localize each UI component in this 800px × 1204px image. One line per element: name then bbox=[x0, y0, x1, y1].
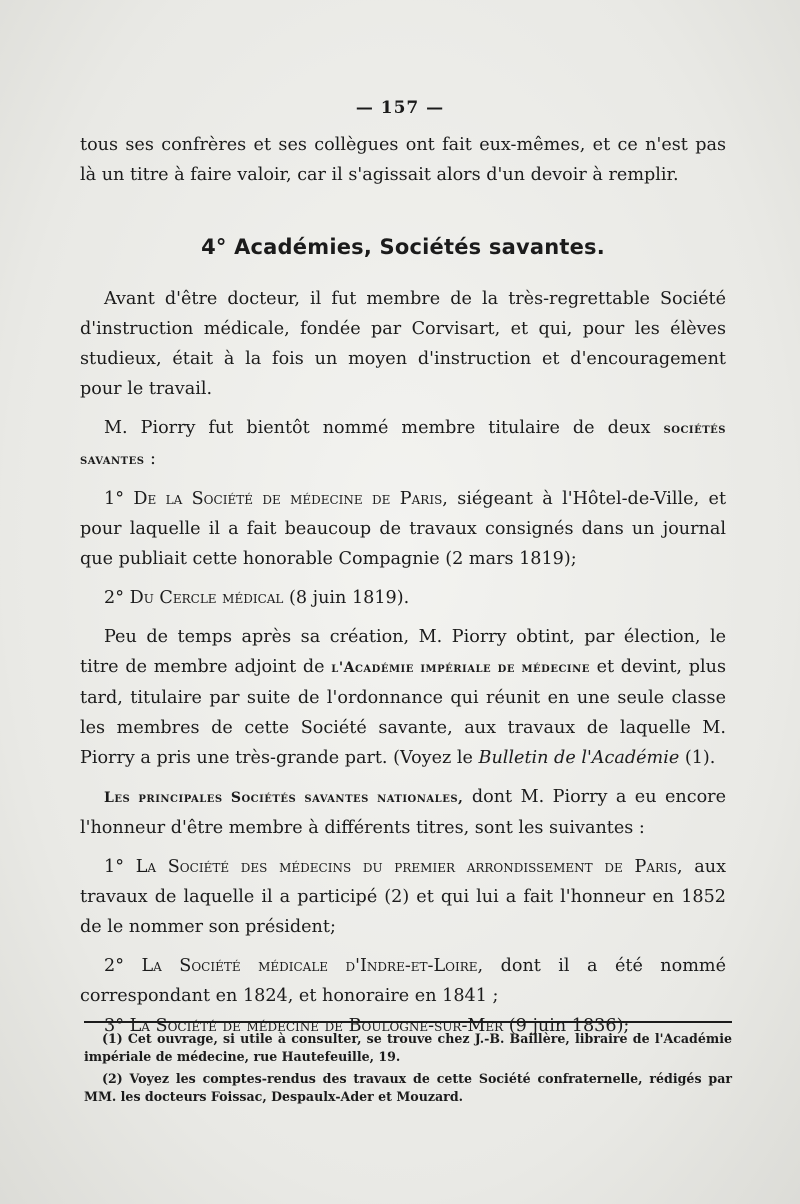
list-item-societe-medecine-paris bbox=[80, 484, 726, 574]
footnote-2: (2) Voyez les comptes-rendus des travaux de cette Société confraternelle, rédigés par MM. les docteurs Foissac, Despaulx-Ader et Mouzard. bbox=[84, 1071, 732, 1104]
footnote-rule bbox=[84, 1021, 732, 1023]
section-heading: 4° Académies, Sociétés savantes. bbox=[201, 235, 605, 259]
p4-text: dont M. Piorry a eu encore l'honneur d'être membre à différents titres, sont les suivantes : bbox=[80, 787, 727, 838]
footnote-1: (1) Cet ouvrage, si utile à consulter, se trouve chez J.-B. Baillère, libraire de l'Académie impériale de médecine, rue Hautefeuille, 19. bbox=[84, 1031, 732, 1064]
intro-paragraph: tous ses confrères et ses collègues ont fait eux-mêmes, et ce n'est pas là un titre à faire valoir, car il s'agissait alors d'un devoir à remplir. bbox=[80, 135, 726, 185]
item-smallcaps: De la bbox=[133, 489, 183, 509]
item-number: 2° bbox=[104, 588, 124, 608]
footnotes bbox=[84, 1030, 732, 1110]
p3-end: (1). bbox=[679, 748, 716, 768]
list-item-cercle-medical bbox=[80, 583, 726, 613]
paragraph-instruction-medicale: Avant d'être docteur, il fut membre de la très-regrettable Société d'instruction médicale, fondée par Corvisart, et qui, pour les élèves studieux, était à la fois un moyen d'instruction et d'encouragement pour le travail. bbox=[80, 289, 726, 399]
p4-smallcaps: Les principales Sociétés savantes nationales, bbox=[104, 790, 464, 806]
paragraph-two-societies bbox=[80, 413, 726, 475]
item-number: 3° bbox=[104, 1016, 124, 1036]
item-smallcaps: Société de médecine de Paris, bbox=[191, 489, 448, 509]
list-item-premier-arrondissement bbox=[80, 852, 726, 942]
item-text: (9 juin 1836); bbox=[503, 1016, 630, 1036]
item-text: aux travaux de laquelle il a participé (2) et qui lui a fait l'honneur en 1852 de le nommer son président; bbox=[80, 857, 726, 937]
item-number: 2° bbox=[104, 956, 124, 976]
list-item-indre-et-loire bbox=[80, 951, 726, 1011]
item-smallcaps: La Société des médecins du premier arrondissement de Paris, bbox=[135, 857, 683, 877]
item-text: (8 juin 1819). bbox=[283, 588, 410, 608]
item-smallcaps: La Société de médecine de Boulogne-sur-Mer bbox=[129, 1016, 504, 1036]
page-number: — 157 — bbox=[355, 98, 445, 118]
item-number: 1° bbox=[104, 489, 124, 509]
item-smallcaps: Du Cercle médical bbox=[129, 588, 284, 608]
p2-smallcaps: sociétés savantes bbox=[80, 421, 726, 468]
p3-italic: Bulletin de l'Académie bbox=[478, 748, 680, 768]
item-number: 1° bbox=[104, 857, 124, 877]
item-text: siégeant à l'Hôtel-de-Ville, et pour laquelle il a fait beaucoup de travaux consignés dans un journal que publiait cette honorable Compagnie (2 mars 1819); bbox=[80, 489, 727, 569]
p3-smallcaps: l'Académie impériale de médecine bbox=[331, 660, 590, 676]
paragraph-societes-nationales bbox=[80, 782, 726, 843]
body-text bbox=[80, 130, 726, 1041]
p2-text: M. Piorry fut bientôt nommé membre titulaire de deux bbox=[104, 418, 651, 438]
paragraph-academie bbox=[80, 622, 726, 773]
p3-text: Peu de temps après sa création, M. Piorry obtint, par élection, le titre de membre adjoint de bbox=[80, 627, 726, 677]
item-text: dont il a été nommé correspondant en 1824, et honoraire en 1841 ; bbox=[80, 956, 727, 1006]
item-smallcaps: La Société médicale d'Indre-et-Loire, bbox=[141, 956, 484, 976]
p2-end: : bbox=[150, 449, 156, 469]
p3-text-mid: et devint, plus tard, titulaire par suite de l'ordonnance qui réunit en une seule classe les membres de cette Société savante, aux travaux de laquelle M. Piorry a pris une très-grande part. (Voyez le bbox=[80, 657, 726, 768]
